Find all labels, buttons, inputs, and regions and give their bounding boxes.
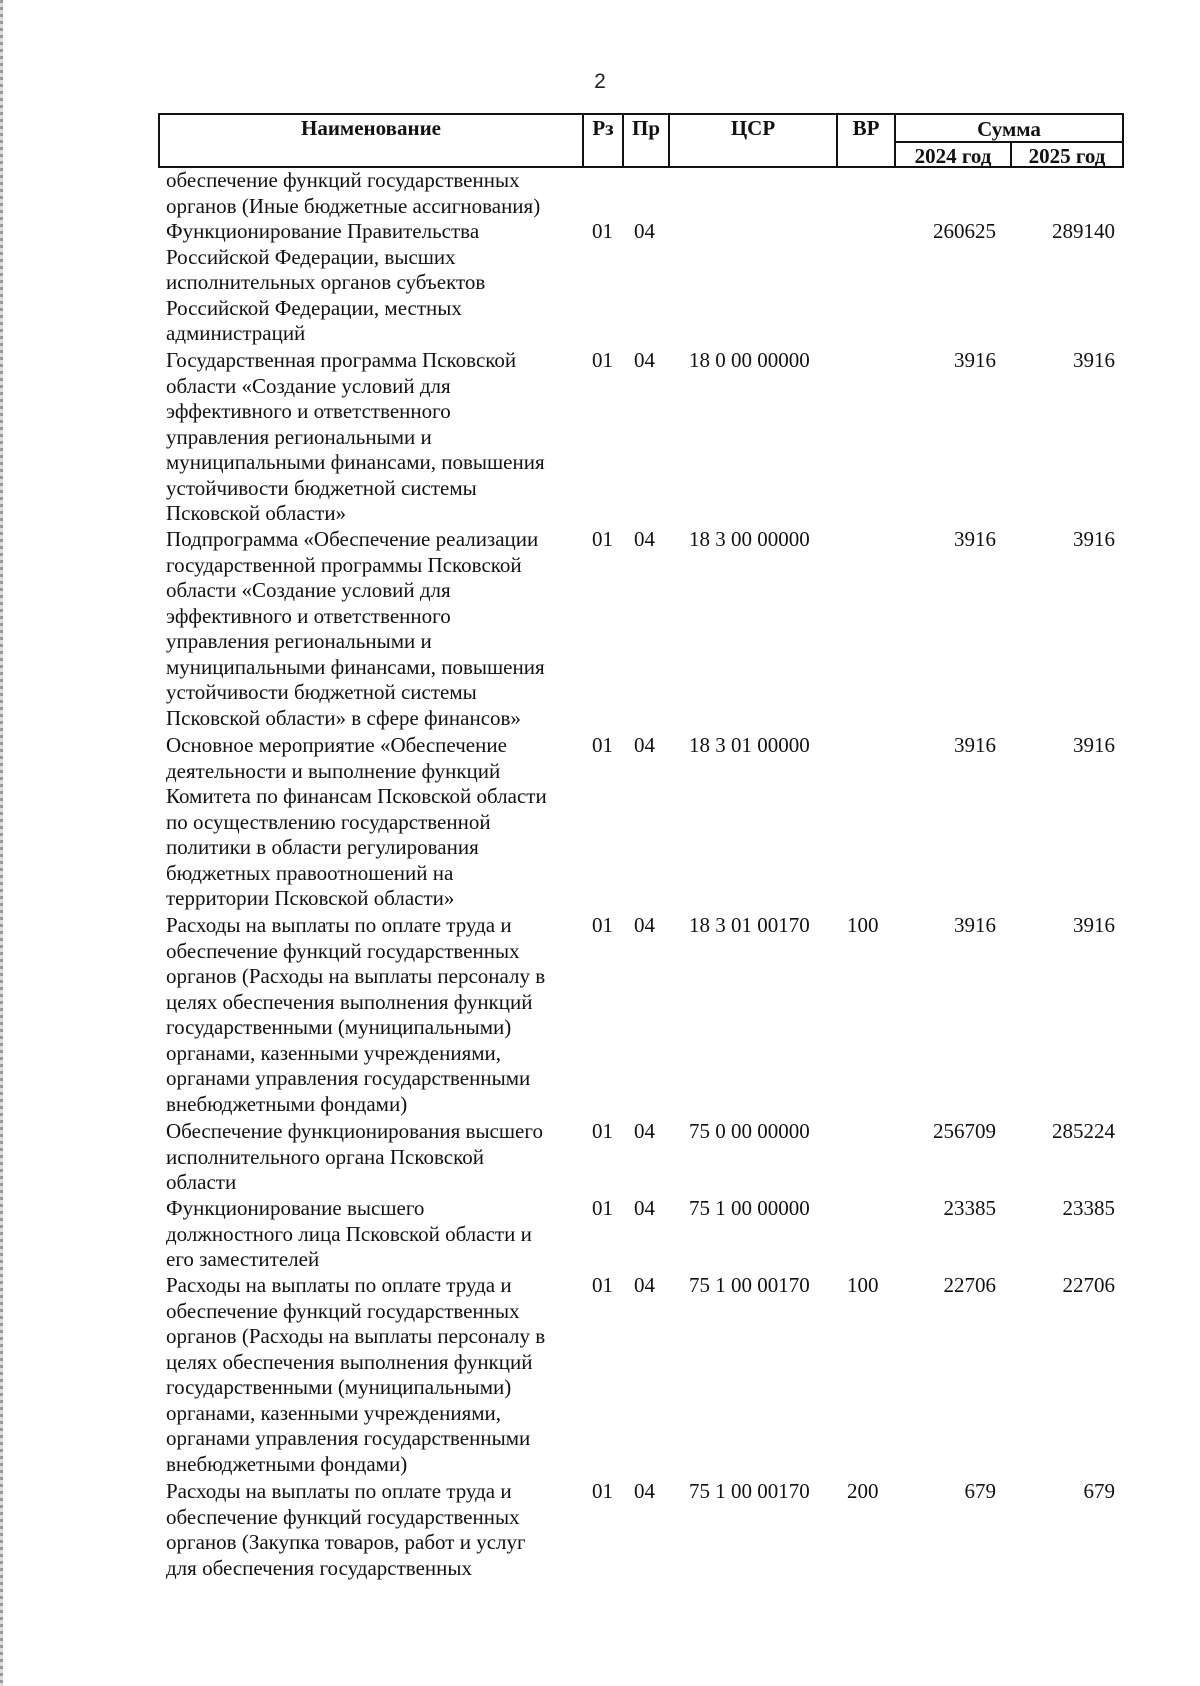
row-sum-2024: 3916 [954,527,996,551]
row-rz: 01 [592,1479,613,1503]
row-name: Расходы на выплаты по оплате труда и обеспечение функций государственных органов (Расходы на выплаты персоналу в целях обеспечения выполнения функций государственными (муниципальными) органами, казенными учреждениями, органами управления государственными внебюджетными фондами) [166,913,546,1116]
row-rz: 01 [592,1273,613,1297]
row-csr: 18 3 01 00000 [689,733,810,757]
row-pr: 04 [634,219,655,243]
row-name: обеспечение функций государственных органов (Иные бюджетные ассигнования) [166,168,541,218]
row-csr: 75 0 00 00000 [689,1119,810,1143]
row-rz: 01 [592,913,613,937]
row-name: Подпрограмма «Обеспечение реализации государственной программы Псковской области «Создание условий для эффективного и ответственного управления региональными и муниципальными финансами, повышения устойчивости бюджетной системы Псковской области» в сфере финансов» [166,527,545,730]
header-csr: ЦСР [730,116,776,140]
row-csr: 18 3 01 00170 [689,913,810,937]
row-name: Расходы на выплаты по оплате труда и обеспечение функций государственных органов (Закупка товаров, работ и услуг для обеспечения государственных [166,1479,526,1580]
row-sum-2024: 260625 [933,219,996,243]
row-pr: 04 [634,348,655,372]
row-pr: 04 [634,1196,655,1220]
row-sum-2025: 3916 [1073,733,1115,757]
row-pr: 04 [634,1119,655,1143]
header-vr: ВР [852,116,880,140]
row-csr: 18 0 00 00000 [689,348,810,372]
row-name: Государственная программа Псковской области «Создание условий для эффективного и ответственного управления региональными и муниципальными финансами, повышения устойчивости бюджетной системы Псковской области» [166,348,545,525]
row-sum-2024: 256709 [933,1119,996,1143]
row-sum-2024: 3916 [954,348,996,372]
row-sum-2025: 3916 [1073,913,1115,937]
row-csr: 75 1 00 00000 [689,1196,810,1220]
scan-edge [0,0,3,1686]
row-name: Функционирование Правительства Российской Федерации, высших исполнительных органов субъектов Российской Федерации, местных администраций [166,219,486,345]
row-rz: 01 [592,1119,613,1143]
row-vr: 100 [847,1273,879,1297]
row-csr: 75 1 00 00170 [689,1479,810,1503]
row-pr: 04 [634,733,655,757]
header-name: Наименование [301,116,441,140]
row-rz: 01 [592,527,613,551]
row-vr: 200 [847,1479,879,1503]
row-sum-2024: 679 [964,1479,996,1503]
row-rz: 01 [592,348,613,372]
row-name: Расходы на выплаты по оплате труда и обеспечение функций государственных органов (Расходы на выплаты персоналу в целях обеспечения выполнения функций государственными (муниципальными) органами, казенными учреждениями, органами управления государственными внебюджетными фондами) [166,1273,546,1476]
row-sum-2025: 22706 [1062,1273,1115,1297]
row-pr: 04 [634,527,655,551]
row-sum-2025: 285224 [1052,1119,1115,1143]
row-rz: 01 [592,733,613,757]
row-sum-2025: 679 [1083,1479,1115,1503]
row-sum-2025: 23385 [1062,1196,1115,1220]
row-rz: 01 [592,219,613,243]
row-csr: 75 1 00 00170 [689,1273,810,1297]
row-pr: 04 [634,913,655,937]
header-year-2025: 2025 год [1028,144,1106,168]
row-vr: 100 [847,913,879,937]
page-number: 2 [594,70,606,93]
header-pr: Пр [631,116,660,140]
row-sum-2024: 23385 [943,1196,996,1220]
row-name: Функционирование высшего должностного лица Псковской области и его заместителей [166,1196,532,1271]
header-rz: Рз [592,116,614,140]
row-csr: 18 3 00 00000 [689,527,810,551]
row-sum-2024: 3916 [954,913,996,937]
row-pr: 04 [634,1479,655,1503]
row-sum-2025: 3916 [1073,527,1115,551]
row-sum-2025: 3916 [1073,348,1115,372]
header-sum: Сумма [977,117,1041,141]
row-name: Обеспечение функционирования высшего исполнительного органа Псковской области [166,1119,543,1194]
row-pr: 04 [634,1273,655,1297]
row-sum-2025: 289140 [1052,219,1115,243]
row-sum-2024: 22706 [943,1273,996,1297]
row-name: Основное мероприятие «Обеспечение деятельности и выполнение функций Комитета по финансам Псковской области по осуществлению государственной политики в области регулирования бюджетных правоотношений на территории Псковской области» [166,733,547,910]
header-year-2024: 2024 год [914,144,992,168]
row-sum-2024: 3916 [954,733,996,757]
row-rz: 01 [592,1196,613,1220]
